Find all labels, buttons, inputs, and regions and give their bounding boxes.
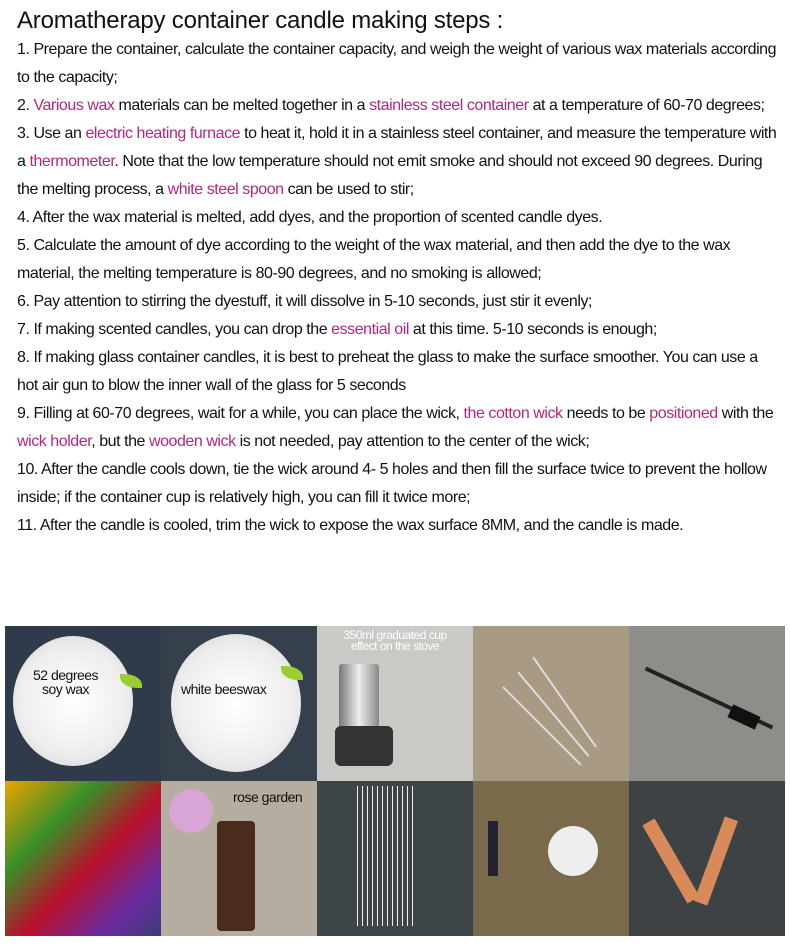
step-text: 5. Calculate the amount of dye according to the weight of the wax material, and then add the dye to the wax material, the melting temperature is 80-90 degrees, and no smoking is allowed; [17, 237, 731, 282]
highlighted-term: wooden wick [148, 433, 236, 450]
step-text: . Note that the low temperature should not emit smoke and should not exceed 90 degrees. During the melting process, a [17, 153, 763, 198]
highlighted-term: thermometer [29, 153, 115, 170]
step-7 [17, 316, 782, 344]
step-2 [17, 92, 782, 120]
photo-beeswax [161, 626, 317, 781]
step-text: 7. If making scented candles, you can drop the [17, 321, 332, 338]
step-6 [17, 288, 782, 316]
caption-essential-oil: rose garden [233, 789, 303, 805]
step-text: is not needed, pay attention to the center of the wick; [235, 433, 590, 450]
step-10 [17, 456, 782, 512]
step-3 [17, 120, 782, 204]
step-text: 3. Use an [17, 125, 86, 142]
step-text: 9. Filling at 60-70 degrees, wait for a while, you can place the wick, [17, 405, 464, 422]
step-text: with the [717, 405, 774, 422]
highlighted-term: Various wax [33, 97, 115, 114]
caption-soy-wax: 52 degrees soy wax [33, 667, 99, 697]
step-5 [17, 232, 782, 288]
step-text: 1. Prepare the container, calculate the container capacity, and weigh the weight of various wax materials according to the capacity; [17, 41, 777, 86]
step-text: 11. After the candle is cooled, trim the wick to expose the wax surface 8MM, and the candle is made. [17, 517, 684, 534]
highlighted-term: electric heating furnace [85, 125, 241, 142]
photo-cotton-wicks [317, 781, 473, 936]
photo-grid [5, 626, 785, 936]
step-text: 4. After the wax material is melted, add dyes, and the proportion of scented candle dyes. [17, 209, 603, 226]
step-text: 8. If making glass container candles, it is best to preheat the glass to make the surface smoother. You can use a hot air gun to blow the inner wall of the glass for 5 seconds [17, 349, 758, 394]
highlighted-term: stainless steel container [369, 97, 529, 114]
highlighted-term: white steel spoon [167, 181, 284, 198]
step-text: 10. After the candle cools down, tie the wick around 4- 5 holes and then fill the surface twice to prevent the hollow inside; if the container cup is relatively high, you can fill it twice more; [17, 461, 767, 506]
photo-wooden-wicks [629, 781, 785, 936]
photo-steel-spoons [473, 626, 629, 781]
step-text: to heat it, hold it in a stainless steel container, and measure the temperature with a [17, 125, 777, 170]
step-text: at this time. 5-10 seconds is enough; [408, 321, 657, 338]
step-text: 6. Pay attention to stirring the dyestuff, it will dissolve in 5-10 seconds, just stir it evenly; [17, 293, 593, 310]
step-9 [17, 400, 782, 456]
photo-thermometer [629, 626, 785, 781]
step-text: materials can be melted together in a [114, 97, 370, 114]
step-1 [17, 36, 782, 92]
step-text: at a temperature of 60-70 degrees; [528, 97, 765, 114]
highlighted-term: wick holder [17, 433, 92, 450]
photo-dyes [5, 781, 161, 936]
step-11 [17, 512, 782, 540]
step-text: , but the [91, 433, 149, 450]
step-text: needs to be [562, 405, 650, 422]
caption-beeswax: white beeswax [181, 681, 267, 697]
step-8 [17, 344, 782, 400]
steps-list [17, 36, 782, 540]
step-4 [17, 204, 782, 232]
photo-essential-oil [161, 781, 317, 936]
highlighted-term: the cotton wick [463, 405, 563, 422]
highlighted-term: positioned [649, 405, 718, 422]
photo-graduated-cup [317, 626, 473, 781]
page-title: Aromatherapy container candle making steps : [17, 7, 504, 34]
photo-soy-wax [5, 626, 161, 781]
photo-wick-holders [473, 781, 629, 936]
highlighted-term: essential oil [331, 321, 409, 338]
step-text: can be used to stir; [283, 181, 414, 198]
caption-graduated-cup: 350ml graduated cup effect on the stove [343, 628, 447, 653]
step-text: 2. [17, 97, 34, 114]
